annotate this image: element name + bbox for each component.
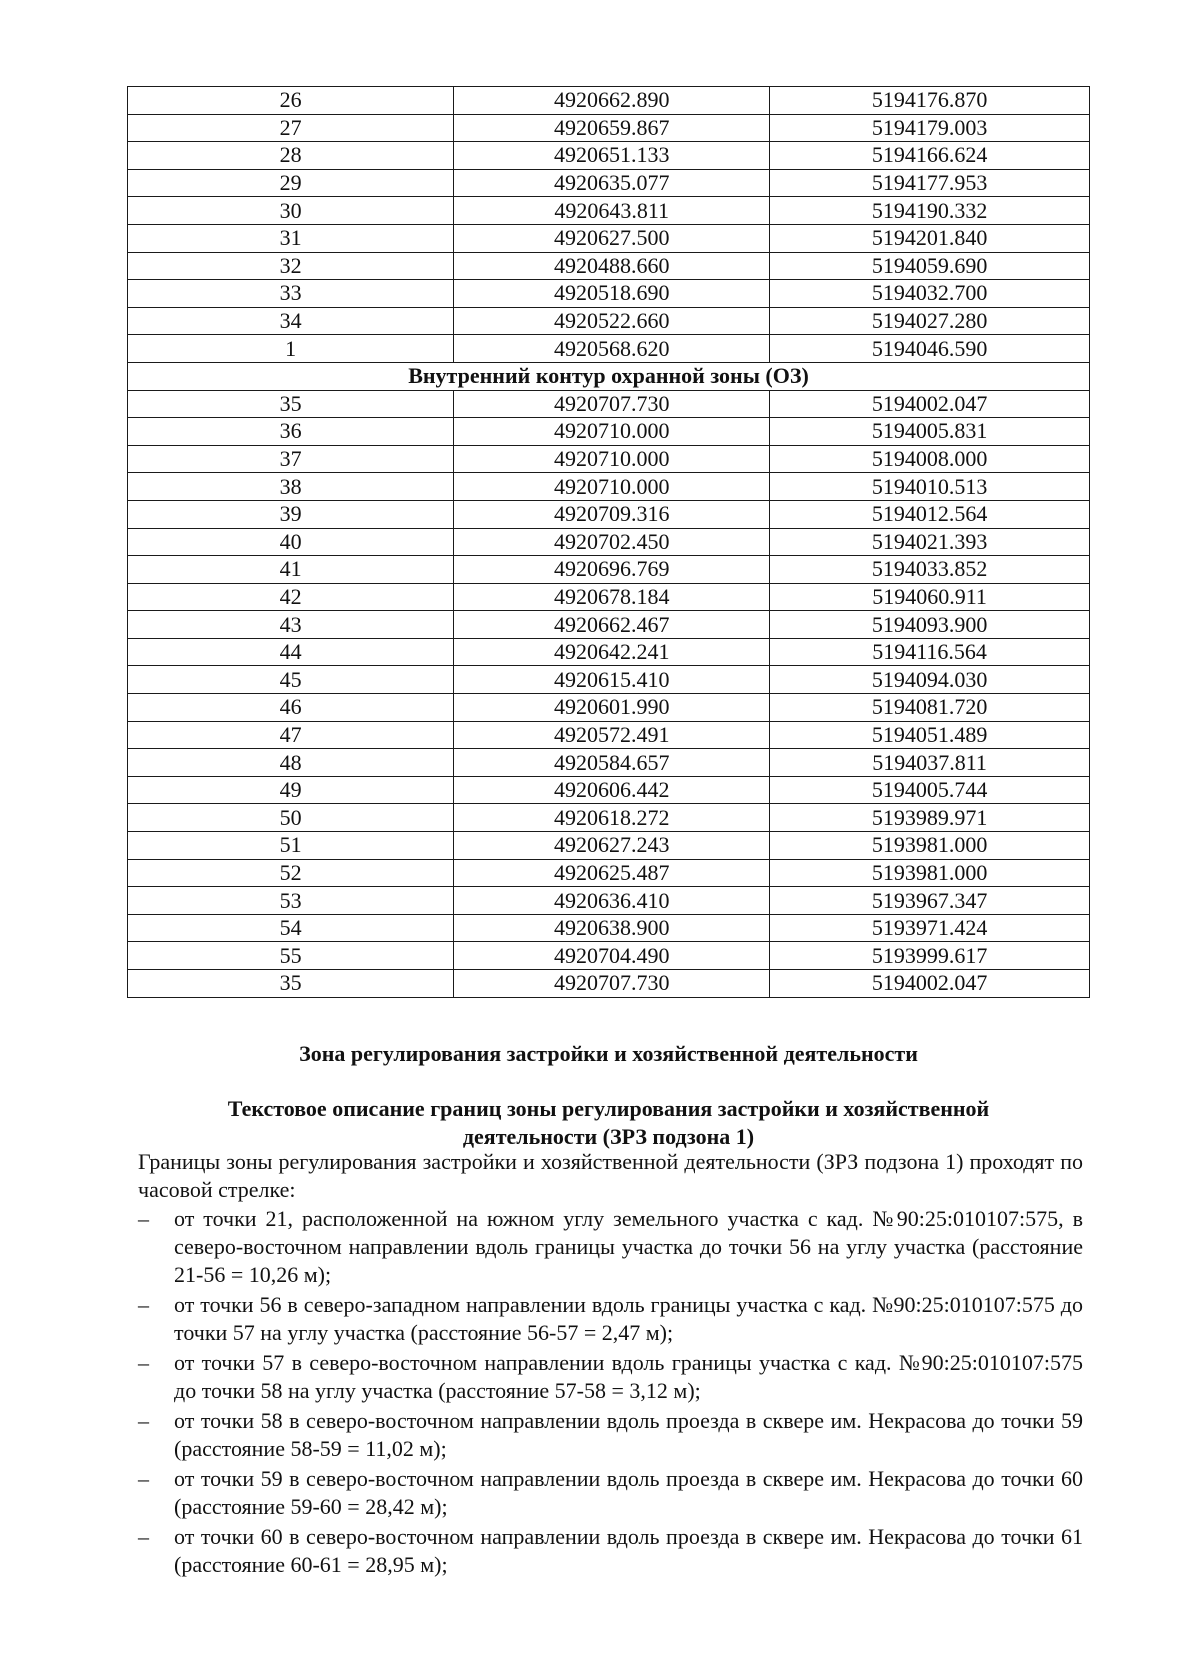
table-row bbox=[128, 611, 1090, 639]
x-coordinate-cell: 4920568.620 bbox=[454, 335, 770, 363]
x-coordinate-cell: 4920710.000 bbox=[454, 473, 770, 501]
y-coordinate-cell: 5194046.590 bbox=[770, 335, 1090, 363]
y-coordinate-cell: 5194059.690 bbox=[770, 252, 1090, 280]
point-number-cell: 52 bbox=[128, 859, 454, 887]
table-row bbox=[128, 914, 1090, 942]
point-number-cell: 28 bbox=[128, 142, 454, 170]
y-coordinate-cell: 5194093.900 bbox=[770, 611, 1090, 639]
boundary-text: от точки 59 в северо-восточном направлении вдоль проезда в сквере им. Некрасова до точки 60 (расстояние 59-60 = 28,42 м); bbox=[174, 1466, 1083, 1519]
boundary-text: от точки 58 в северо-восточном направлении вдоль проезда в сквере им. Некрасова до точки 59 (расстояние 58-59 = 11,02 м); bbox=[174, 1408, 1083, 1461]
intro-paragraph: Границы зоны регулирования застройки и хозяйственной деятельности (ЗРЗ подзона 1) проходят по часовой стрелке: bbox=[138, 1149, 1083, 1202]
table-row bbox=[128, 390, 1090, 418]
table-row bbox=[128, 749, 1090, 777]
x-coordinate-cell: 4920659.867 bbox=[454, 114, 770, 142]
point-number-cell: 34 bbox=[128, 307, 454, 335]
list-item bbox=[138, 1523, 1083, 1579]
description-heading-line-2: деятельности (ЗРЗ подзона 1) bbox=[462, 1124, 755, 1149]
point-number-cell: 45 bbox=[128, 666, 454, 694]
y-coordinate-cell: 5194037.811 bbox=[770, 749, 1090, 777]
table-row bbox=[128, 224, 1090, 252]
table-row bbox=[128, 445, 1090, 473]
point-number-cell: 54 bbox=[128, 914, 454, 942]
point-number-cell: 35 bbox=[128, 390, 454, 418]
table-row bbox=[128, 500, 1090, 528]
y-coordinate-cell: 5194021.393 bbox=[770, 528, 1090, 556]
bullet-dash: – bbox=[138, 1408, 149, 1433]
table-row bbox=[128, 87, 1090, 115]
point-number-cell: 50 bbox=[128, 804, 454, 832]
bullet-dash: – bbox=[138, 1350, 149, 1375]
table-row bbox=[128, 583, 1090, 611]
list-item bbox=[138, 1291, 1083, 1347]
coordinates-table-body bbox=[128, 87, 1090, 998]
point-number-cell: 31 bbox=[128, 224, 454, 252]
table-row bbox=[128, 970, 1090, 998]
x-coordinate-cell: 4920638.900 bbox=[454, 914, 770, 942]
table-row bbox=[128, 776, 1090, 804]
y-coordinate-cell: 5194116.564 bbox=[770, 638, 1090, 666]
point-number-cell: 43 bbox=[128, 611, 454, 639]
point-number-cell: 47 bbox=[128, 721, 454, 749]
point-number-cell: 39 bbox=[128, 500, 454, 528]
point-number-cell: 36 bbox=[128, 418, 454, 446]
y-coordinate-cell: 5194051.489 bbox=[770, 721, 1090, 749]
y-coordinate-cell: 5194005.744 bbox=[770, 776, 1090, 804]
table-row bbox=[128, 887, 1090, 915]
point-number-cell: 44 bbox=[128, 638, 454, 666]
x-coordinate-cell: 4920488.660 bbox=[454, 252, 770, 280]
table-row bbox=[128, 859, 1090, 887]
x-coordinate-cell: 4920627.500 bbox=[454, 224, 770, 252]
x-coordinate-cell: 4920572.491 bbox=[454, 721, 770, 749]
x-coordinate-cell: 4920651.133 bbox=[454, 142, 770, 170]
point-number-cell: 42 bbox=[128, 583, 454, 611]
y-coordinate-cell: 5194002.047 bbox=[770, 970, 1090, 998]
x-coordinate-cell: 4920696.769 bbox=[454, 556, 770, 584]
point-number-cell: 29 bbox=[128, 169, 454, 197]
y-coordinate-cell: 5194033.852 bbox=[770, 556, 1090, 584]
x-coordinate-cell: 4920618.272 bbox=[454, 804, 770, 832]
table-row bbox=[128, 473, 1090, 501]
coordinates-table bbox=[127, 86, 1090, 998]
point-number-cell: 49 bbox=[128, 776, 454, 804]
section-title: Внутренний контур охранной зоны (ОЗ) bbox=[128, 362, 1090, 390]
table-row bbox=[128, 804, 1090, 832]
y-coordinate-cell: 5193967.347 bbox=[770, 887, 1090, 915]
point-number-cell: 48 bbox=[128, 749, 454, 777]
x-coordinate-cell: 4920709.316 bbox=[454, 500, 770, 528]
x-coordinate-cell: 4920627.243 bbox=[454, 832, 770, 860]
point-number-cell: 33 bbox=[128, 280, 454, 308]
table-row bbox=[128, 638, 1090, 666]
y-coordinate-cell: 5194012.564 bbox=[770, 500, 1090, 528]
point-number-cell: 55 bbox=[128, 942, 454, 970]
table-row bbox=[128, 721, 1090, 749]
x-coordinate-cell: 4920518.690 bbox=[454, 280, 770, 308]
point-number-cell: 40 bbox=[128, 528, 454, 556]
point-number-cell: 30 bbox=[128, 197, 454, 225]
x-coordinate-cell: 4920522.660 bbox=[454, 307, 770, 335]
table-row bbox=[128, 142, 1090, 170]
boundary-text: от точки 60 в северо-восточном направлении вдоль проезда в сквере им. Некрасова до точки 61 (расстояние 60-61 = 28,95 м); bbox=[174, 1524, 1083, 1577]
y-coordinate-cell: 5194094.030 bbox=[770, 666, 1090, 694]
y-coordinate-cell: 5194081.720 bbox=[770, 694, 1090, 722]
y-coordinate-cell: 5194010.513 bbox=[770, 473, 1090, 501]
x-coordinate-cell: 4920625.487 bbox=[454, 859, 770, 887]
y-coordinate-cell: 5194190.332 bbox=[770, 197, 1090, 225]
y-coordinate-cell: 5194201.840 bbox=[770, 224, 1090, 252]
point-number-cell: 38 bbox=[128, 473, 454, 501]
bullet-dash: – bbox=[138, 1206, 149, 1231]
table-row bbox=[128, 335, 1090, 363]
y-coordinate-cell: 5193971.424 bbox=[770, 914, 1090, 942]
y-coordinate-cell: 5193981.000 bbox=[770, 859, 1090, 887]
y-coordinate-cell: 5194177.953 bbox=[770, 169, 1090, 197]
x-coordinate-cell: 4920678.184 bbox=[454, 583, 770, 611]
table-row bbox=[128, 169, 1090, 197]
point-number-cell: 27 bbox=[128, 114, 454, 142]
y-coordinate-cell: 5193981.000 bbox=[770, 832, 1090, 860]
y-coordinate-cell: 5194002.047 bbox=[770, 390, 1090, 418]
table-row bbox=[128, 280, 1090, 308]
table-row bbox=[128, 528, 1090, 556]
bullet-dash: – bbox=[138, 1524, 149, 1549]
description-heading-line-1: Текстовое описание границ зоны регулирования застройки и хозяйственной bbox=[227, 1096, 990, 1121]
zone-heading: Зона регулирования застройки и хозяйственной деятельности bbox=[299, 1041, 918, 1066]
x-coordinate-cell: 4920606.442 bbox=[454, 776, 770, 804]
x-coordinate-cell: 4920635.077 bbox=[454, 169, 770, 197]
list-item bbox=[138, 1205, 1083, 1289]
point-number-cell: 26 bbox=[128, 87, 454, 115]
point-number-cell: 41 bbox=[128, 556, 454, 584]
boundary-text: от точки 57 в северо-восточном направлении вдоль границы участка с кад. №90:25:010107:575 до точки 58 на углу участка (расстояние 57-58 = 3,12 м); bbox=[174, 1350, 1083, 1403]
y-coordinate-cell: 5194032.700 bbox=[770, 280, 1090, 308]
y-coordinate-cell: 5194166.624 bbox=[770, 142, 1090, 170]
x-coordinate-cell: 4920704.490 bbox=[454, 942, 770, 970]
x-coordinate-cell: 4920636.410 bbox=[454, 887, 770, 915]
x-coordinate-cell: 4920601.990 bbox=[454, 694, 770, 722]
y-coordinate-cell: 5194060.911 bbox=[770, 583, 1090, 611]
x-coordinate-cell: 4920710.000 bbox=[454, 418, 770, 446]
table-row bbox=[128, 694, 1090, 722]
section-row bbox=[128, 362, 1090, 390]
point-number-cell: 35 bbox=[128, 970, 454, 998]
bullet-dash: – bbox=[138, 1466, 149, 1491]
y-coordinate-cell: 5194008.000 bbox=[770, 445, 1090, 473]
x-coordinate-cell: 4920707.730 bbox=[454, 390, 770, 418]
point-number-cell: 37 bbox=[128, 445, 454, 473]
point-number-cell: 51 bbox=[128, 832, 454, 860]
y-coordinate-cell: 5193999.617 bbox=[770, 942, 1090, 970]
point-number-cell: 53 bbox=[128, 887, 454, 915]
x-coordinate-cell: 4920642.241 bbox=[454, 638, 770, 666]
table-row bbox=[128, 114, 1090, 142]
y-coordinate-cell: 5194027.280 bbox=[770, 307, 1090, 335]
bullet-dash: – bbox=[138, 1292, 149, 1317]
y-coordinate-cell: 5194005.831 bbox=[770, 418, 1090, 446]
list-item bbox=[138, 1465, 1083, 1521]
x-coordinate-cell: 4920710.000 bbox=[454, 445, 770, 473]
y-coordinate-cell: 5194176.870 bbox=[770, 87, 1090, 115]
table-row bbox=[128, 418, 1090, 446]
x-coordinate-cell: 4920615.410 bbox=[454, 666, 770, 694]
y-coordinate-cell: 5194179.003 bbox=[770, 114, 1090, 142]
point-number-cell: 32 bbox=[128, 252, 454, 280]
description-heading bbox=[127, 1095, 1090, 1151]
list-item bbox=[138, 1349, 1083, 1405]
boundary-text: от точки 21, расположенной на южном углу земельного участка с кад. №90:25:010107:575, в северо-восточном направлении вдоль границы участка до точки 56 на углу участка (расстояние 21-56 = 10,26 м); bbox=[174, 1206, 1083, 1287]
point-number-cell: 1 bbox=[128, 335, 454, 363]
table-row bbox=[128, 832, 1090, 860]
x-coordinate-cell: 4920584.657 bbox=[454, 749, 770, 777]
boundary-text: от точки 56 в северо-западном направлении вдоль границы участка с кад. №90:25:010107:575 до точки 57 на углу участка (расстояние 56-57 = 2,47 м); bbox=[174, 1292, 1083, 1345]
table-row bbox=[128, 556, 1090, 584]
x-coordinate-cell: 4920662.467 bbox=[454, 611, 770, 639]
table-row bbox=[128, 197, 1090, 225]
boundary-list bbox=[138, 1205, 1083, 1581]
table-row bbox=[128, 666, 1090, 694]
table-row bbox=[128, 307, 1090, 335]
table-row bbox=[128, 942, 1090, 970]
x-coordinate-cell: 4920707.730 bbox=[454, 970, 770, 998]
x-coordinate-cell: 4920702.450 bbox=[454, 528, 770, 556]
x-coordinate-cell: 4920643.811 bbox=[454, 197, 770, 225]
table-row bbox=[128, 252, 1090, 280]
y-coordinate-cell: 5193989.971 bbox=[770, 804, 1090, 832]
list-item bbox=[138, 1407, 1083, 1463]
x-coordinate-cell: 4920662.890 bbox=[454, 87, 770, 115]
point-number-cell: 46 bbox=[128, 694, 454, 722]
